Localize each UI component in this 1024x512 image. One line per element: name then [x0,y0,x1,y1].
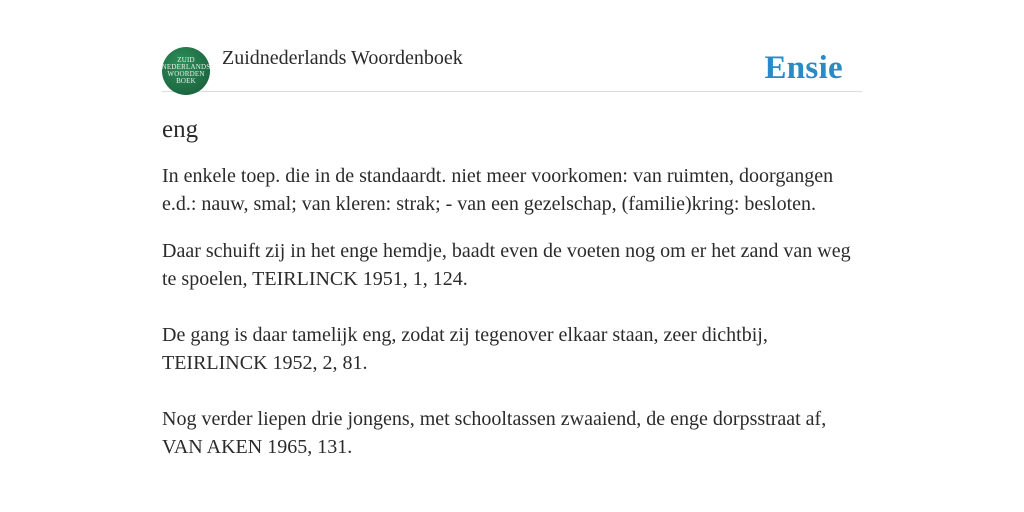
example-quote: Nog verder liepen drie jongens, met schooltassen zwaaiend, de enge dorpsstraat af, VAN AKEN 1965, 131. [162,408,827,458]
header [162,40,862,92]
source-title[interactable]: Zuidnederlands Woordenboek [222,47,463,69]
dictionary-logo[interactable] [162,47,210,95]
logo-line: WOORDEN [167,70,205,78]
brand-logo[interactable]: Ensie [764,50,843,86]
examples-list [162,237,862,461]
logo-line: BOEK [176,77,196,85]
logo-line: ZUID [177,56,195,64]
example-quote: De gang is daar tamelijk eng, zodat zij tegenover elkaar staan, zeer dichtbij, TEIRLINCK 1952, 2, 81. [162,324,768,374]
logo-line: NEDERLANDS [162,63,210,71]
entry-definition: In enkele toep. die in de standaardt. niet meer voorkomen: van ruimten, doorgangen e.d.: nauw, smal; van kleren: strak; - van een gezelschap, (familie)kring: besloten. [162,165,834,215]
entry-card [162,40,862,489]
entry-term: eng [162,116,199,143]
example-quote: Daar schuift zij in het enge hemdje, baadt even de voeten nog om er het zand van weg te spoelen, TEIRLINCK 1951, 1, 124. [162,240,851,290]
